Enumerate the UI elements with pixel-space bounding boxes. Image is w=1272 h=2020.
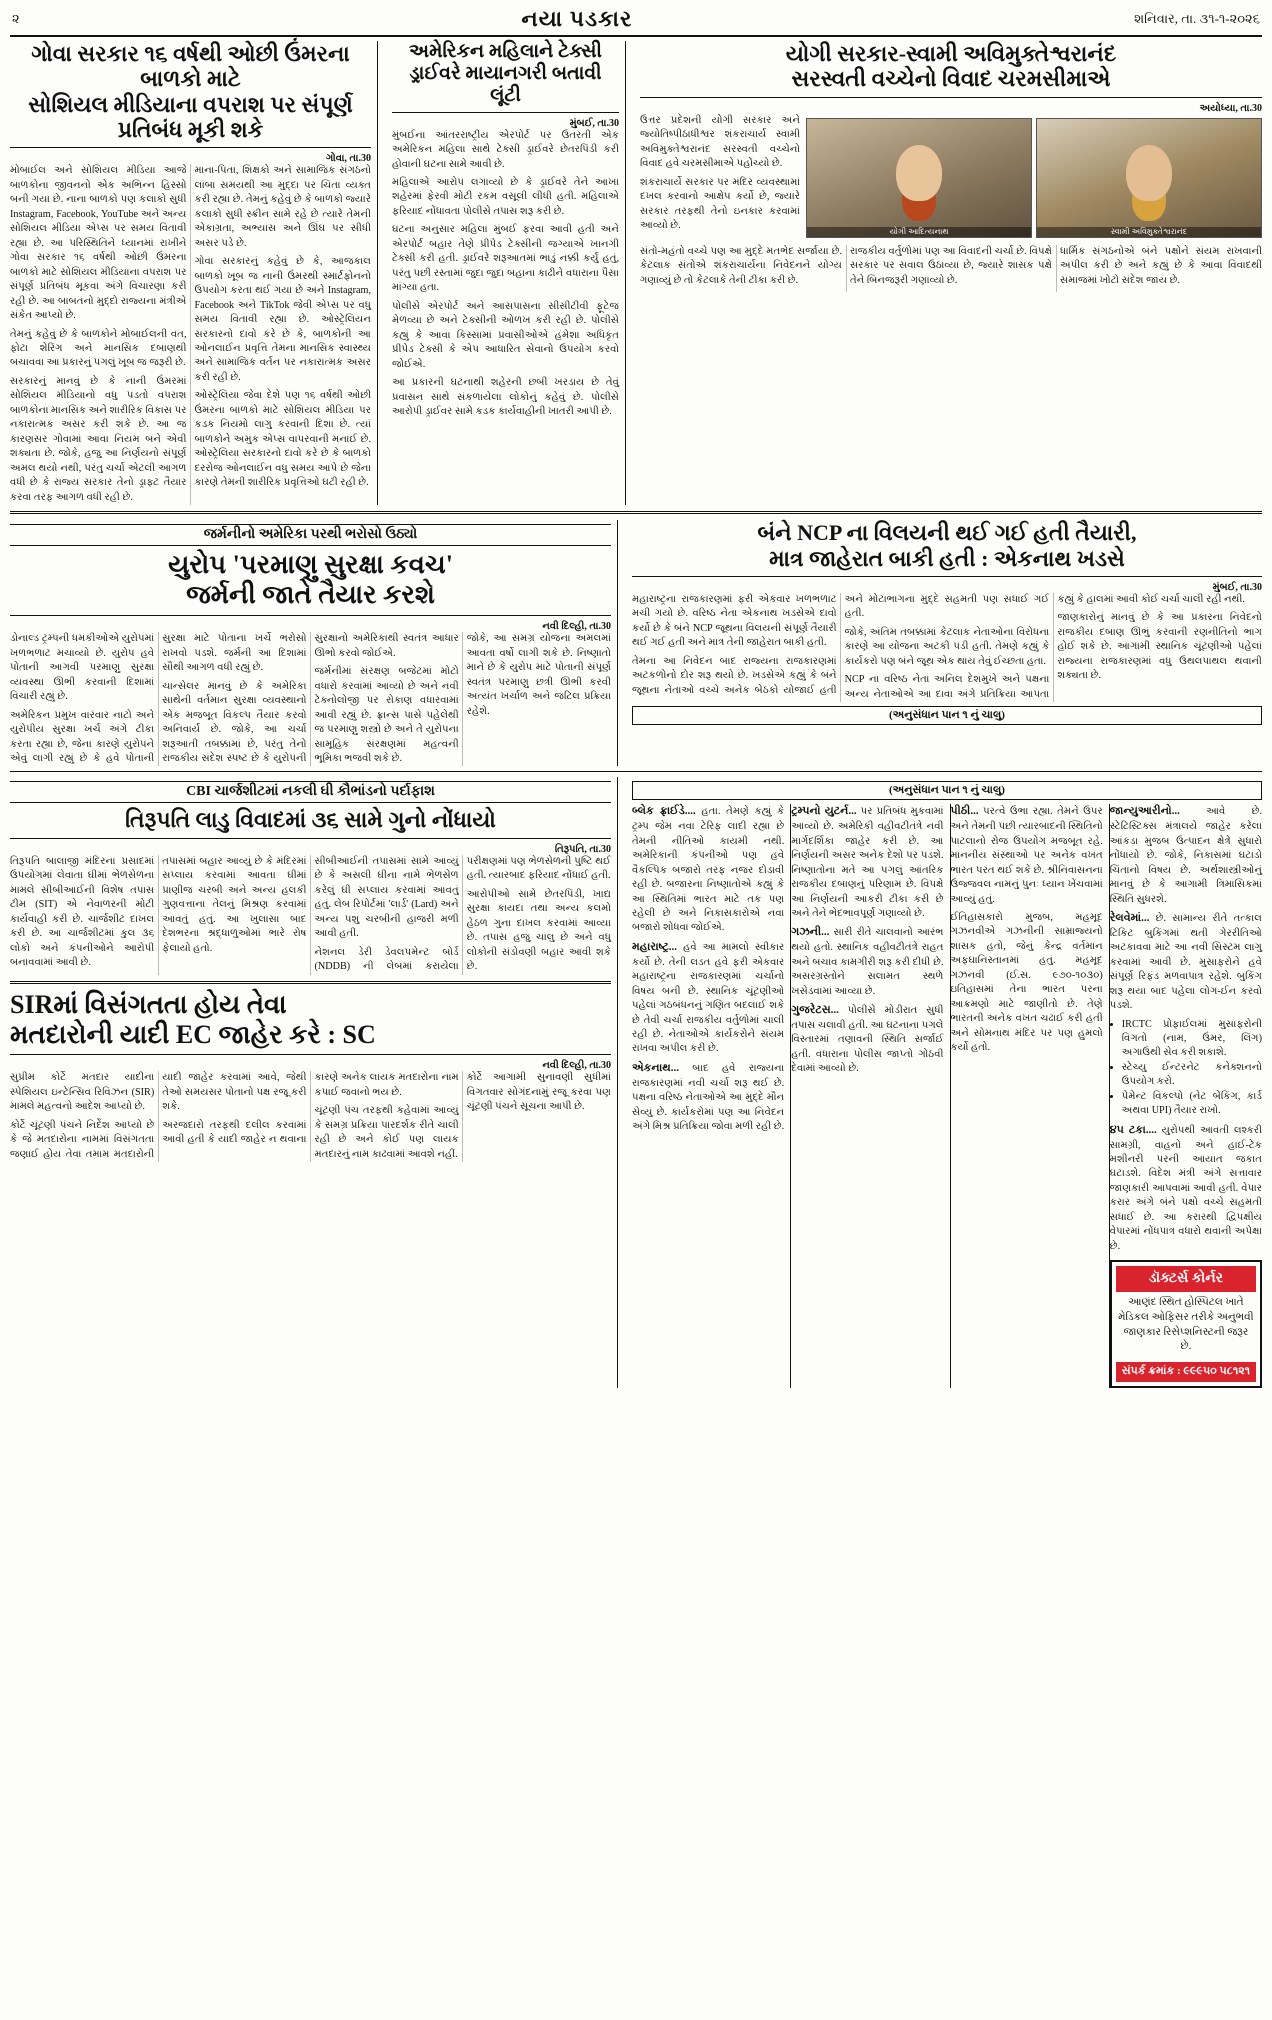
jump-text: પોલીસે મોડીરાત સુધી તપાસ ચલાવી હતી. આ ઘટનાના પગલે વિસ્તારમાં તણાવની સ્થિતિ સર્જાઈ હતી. વધારાના પોલીસ જાપ્તો ગોઠવી દેવામાં આવ્યો છે.: [791, 1005, 944, 1075]
article-body: [10, 632, 611, 766]
jump-item: [791, 804, 943, 921]
jump-continuation: [626, 777, 1262, 1387]
paragraph: જોકે, આ સમગ્ર યોજના અમલમાં આવતા વર્ષો લાગી શકે છે. નિષ્ણાતો માને છે કે યુરોપ માટે પોતાની સંપૂર્ણ સ્વતંત્ર પરમાણુ છત્રી ઊભી કરવી અત્યંત ખર્ચાળ અને જટિલ પ્રક્રિયા રહેશે.: [466, 633, 611, 717]
jump-item: [632, 804, 784, 935]
paragraph: જોકે, અંતિમ તબક્કામાં કેટલાક નેતાઓના વિરોધના કારણે આ યોજના અટકી પડી હતી. તેમણે કહ્યું કે કાર્યકરો પણ બંને જૂથ એક થાય તેવું ઈચ્છતા હતા.: [844, 626, 1050, 667]
ad-title: ડૉક્ટર્સ કોર્નર: [1116, 1266, 1256, 1292]
jump-text: છે. સામાન્ય રીતે તત્કાલ ટિકિટ બુકિંગમાં થતી ગેરરીતિઓ અટકાવવા માટે આ નવી સિસ્ટમ લાગુ કરવામાં આવી છે. મુસાફરોને હવે સંપૂર્ણ રિફંડ મળવાપાત્ર રહેશે. બુકિંગ શરૂ થયા બાદ પહેલા લોગ-ઈન કરવો પડશે.: [1109, 912, 1262, 1012]
headline-line-1: યુરોપ 'પરમાણુ સુરક્ષા કવચ': [168, 550, 453, 580]
article-body: [10, 1071, 611, 1162]
paragraph: તિરૂપતિ બાલાજી મંદિરના પ્રસાદમાં ઉપયોગમાં લેવાતા ઘીમાં ભેળસેળના મામલે સીબીઆઈની વિશેષ તપાસ ટીમ (SIT) એ નેવાળરની મોટી કાર્યવાહી કરી છે. ચાર્જશીટ દાખલ કરી છે. આ ચાર્જશીટમાં કુલ ૩૬ લોકો અને કંપનીઓને આરોપી બનાવવામાં આવી છે.: [10, 855, 155, 969]
headline-line-2: સરસ્વતી વચ્ચેનો વિવાદ ચરમસીમાએ: [791, 66, 1111, 92]
page-number: ૨: [12, 11, 20, 26]
paragraph: અરજદારો તરફથી દલીલ કરવામાં આવી હતી કે યાદી જાહેર ન થવાના કારણે અનેક લાયક મતદારોના નામ કપાઈ જવાનો ભય છે.: [162, 1072, 459, 1146]
paragraph: ધાર્મિક સંગઠનોએ બંને પક્ષોને સંયમ રાખવાની અપીલ કરી છે અને કહ્યું છે કે આવા વિવાદથી સમાજમાં ખોટો સંદેશ જાય છે.: [1060, 245, 1262, 286]
paragraph: ઉત્તર પ્રદેશની યોગી સરકાર અને જ્યોતિષ્પીઠાધીશ્વર શંકરાચાર્ય સ્વામી અવિમુક્તેશ્વરાનંદ સરસ્વતી વચ્ચેનો વિવાદ હવે ચરમસીમાએ પહોંચ્યો છે.: [640, 114, 800, 170]
paragraph: સુપ્રીમ કોર્ટે મતદાર યાદીના સ્પેશિયલ ઇન્ટેન્સિવ રિવિઝન (SIR) મામલે મહત્વનો આદેશ આપ્યો છે.: [10, 1072, 155, 1113]
jump-head: જાન્યુઆરીનો...: [1109, 805, 1180, 818]
jump-head: ૪૫ ટકા....: [1109, 1123, 1157, 1136]
jump-text: ઈતિહાસકારો મુજબ, મહમૂદ ગઝનવીએ ગઝનીની સામ્રાજ્યનો શાસક હતો, જેનું કેન્દ્ર વર્તમાન અફઘાનિસ્તાનમાં હતું. મહમૂદ ગઝનવી (ઈ.સ. ૯૭૦-૧૦૩૦) ઇતિહાસમાં તેના ભારત પરના આક્રમણો માટે જાણીતો છે. તેણે ભારતની અનેક વખત ચઢાઈ કરી હતી અને સોમનાથ મંદિર પર પણ હુમલો કર્યો હતો.: [950, 911, 1103, 1054]
paragraph: મહારાષ્ટ્રના રાજકારણમાં ફરી એકવાર ખળભળાટ મચી ગયો છે. વરિષ્ઠ નેતા એકનાથ ખડસેએ દાવો કર્યો છે કે બંને NCP જૂથના વિલયની સંપૂર્ણ તૈયારી થઈ ગઈ હતી અને માત્ર તેની જાહેરાત બાકી હતી.: [632, 593, 837, 649]
paragraph: ઘટના અનુસાર મહિલા મુંબઈ ફરવા આવી હતી અને એરપોર્ટ બહાર તેણે પ્રીપેડ ટેક્સીની જગ્યાએ ખાનગી ટેક્સી કરી હતી. ડ્રાઈવરે શરૂઆતમાં ભાડું નક્કી કર્યું હતું, પરંતુ પછી રસ્તામાં જુદા જુદા બહાના કાઢીને વધારાના પૈસા માંગ્યા હતા.: [392, 224, 619, 294]
paragraph: જર્મનીમાં સંરક્ષણ બજેટમાં મોટો વધારો કરવામાં આવ્યો છે અને નવી ટેક્નોલોજી પર રોકાણ વધારવામાં આવી રહ્યું છે. ફ્રાન્સ પાસે પહેલેથી જ પરમાણુ શસ્ત્રો છે અને તે યુરોપના સામૂહિક સંરક્ષણમાં મહત્વની ભૂમિકા ભજવી શકે છે.: [314, 666, 459, 764]
jump-bullets: [1122, 1018, 1262, 1119]
paper-title: નયા પડકાર: [521, 6, 633, 31]
jump-title: (અનુસંધાન પાન ૧ નું ચાલુ): [632, 781, 1262, 800]
jump-item: [1110, 1123, 1262, 1254]
photo-caption: યોગી આદિત્યનાથ: [807, 227, 1031, 237]
jump-item: [791, 1003, 943, 1077]
paragraph: માના-પિતા, શિક્ષકો અને સામાજિક સંગઠનો લાંબા સમયથી આ મુદ્દા પર ચિંતા વ્યક્ત કરી રહ્યા છે. તેમનું કહેવું છે કે બાળકો જ્યારે કલાકો સુધી સ્ક્રીન સામે રહે છે ત્યારે તેમની એકાગ્રતા, અભ્યાસ અને ઊંઘ પર સીધી અસર પડે છે.: [194, 165, 371, 249]
article-tirupati-laddu: [10, 781, 611, 974]
paragraph: સંતો-મહંતો વચ્ચે પણ આ મુદ્દે મતભેદ સર્જાયા છે. કેટલાક સંતોએ શંકરાચાર્યના નિવેદનને યોગ્ય ગણાવ્યું છે તો કેટલાકે તેની ટીકા કરી છે.: [640, 245, 842, 286]
headline-line-1: અમેરિકન મહિલાને ટેક્સી: [409, 41, 602, 62]
headline-line-2: ડ્રાઈવરે માયાનગરી બતાવી લૂંટી: [409, 62, 602, 106]
jump-head: મહારાષ્ટ્ર...: [632, 940, 678, 953]
headline-line-1: બંને NCP ના વિલયની થઈ ગઈ હતી તૈયારી,: [757, 520, 1137, 546]
masthead: [10, 6, 1262, 37]
paragraph: ગોવા સરકારનું કહેવું છે કે, આજકાલ બાળકો ખૂબ જ નાની ઉંમરથી સ્માર્ટફોનનો ઉપયોગ કરતા થઈ ગયા છે અને Instagram, Facebook અને TikTok જેવી એપ્સ પર વધુ સમય વિતાવી રહ્યા છે. ઓસ્ટ્રેલિયન સરકારનો દાવો કરે છે કે, બાળકોની આ ઓનલાઈન પ્રવૃત્તિ તેમના માનસિક સ્વાસ્થ્ય અને સામાજિક વર્તન પર નકારાત્મક અસર કરી રહી છે.: [194, 256, 371, 383]
paragraph: તેમના આ નિવેદન બાદ રાજ્યના રાજકારણમાં અટકળોનો દોર શરૂ થયો છે. ખડસેએ કહ્યું કે બંને જૂથના નેતાઓ વચ્ચે અનેક બેઠકો યોજાઈ હતી અને મોટાભાગના મુદ્દે સહમતી પણ સધાઈ ગઈ હતી.: [632, 593, 1050, 696]
paragraph: તપાસમાં બહાર આવ્યું છે કે મંદિરમાં સપ્લાય કરવામાં આવતા ઘીમાં પ્રાણીજ ચરબી અને અન્ય હલકી ગુણવત્તાના તેલનું મિશ્રણ કરવામાં આવતું હતું. આ ખુલાસા બાદ દેશભરના શ્રદ્ધાળુઓમાં ભારે રોષ ફેલાયો હતો.: [162, 855, 307, 954]
jump-item: [1110, 911, 1262, 1014]
headline-line-2: માત્ર જાહેરાત બાકી હતી : એકનાથ ખડસે: [769, 545, 1125, 571]
doctors-corner-ad: [1110, 1260, 1262, 1387]
lower-left-column: [10, 777, 618, 1387]
portrait-shape: [896, 145, 942, 201]
jump-text: પર પ્રતિબંધ મુકવામાં આવ્યો છે. અમેરિકી વહીવટીતંત્રે નવી માર્ગદર્શિકા જાહેર કરી છે. આ નિર્ણયની અસર અનેક દેશો પર પડશે. નિષ્ણાતોના મતે આ પગલું આંતરિક રાજકીય દબાણનું પરિણામ છે. વિપક્ષે આ નિર્ણયની આકરી ટીકા કરી છે અને તેને ભેદભાવપૂર્ણ ગણાવ્યો છે.: [791, 806, 944, 919]
photo-yogi-adityanath: [806, 118, 1032, 238]
headline-line-2: સોશિયલ મીડિયાના વપરાશ પર સંપૂર્ણ પ્રતિબંધ મૂકી શકે: [28, 91, 353, 142]
headline: તિરૂપતિ લાડુ વિવાદમાં ૩૬ સામે ગુનો નોંધાયો: [125, 807, 496, 833]
lower-band: [10, 777, 1262, 1387]
article-body: [392, 129, 619, 420]
headline-line-2: જર્મની જાતે તૈયાર કરશે: [186, 580, 435, 610]
paragraph: મુંબઈના આંતરરાષ્ટ્રીય એરપોર્ટ પર ઉતરતી એક અમેરિકન મહિલા સાથે ટેક્સી ડ્રાઈવરે છેતરપિંડી કરી હોવાની ઘટના સામે આવી છે.: [392, 129, 619, 170]
paragraph: ઓસ્ટ્રેલિયા જેવા દેશે પણ ૧૬ વર્ષથી ઓછી ઉંમરના બાળકો માટે સોશિયલ મીડિયા પર કડક નિયમો લાગુ કરવાની દિશા છે. ત્યાં બાળકોને અમુક એપ્સ વાપરવાની મનાઈ છે. ઓસ્ટ્રેલિયા સરકારનો દાવો કરે છે કે બાળકો દરરોજ ઓનલાઈન વધુ સમય આપે છે જેના કારણે તેમની શારીરિક પ્રવૃત્તિઓ ઘટી રહી છે.: [194, 390, 371, 489]
dateline: નવી દિલ્હી, તા.30: [542, 1060, 611, 1072]
jump-item: [951, 804, 1103, 907]
paragraph: મોબાઈલ અને સોશિયલ મીડિયા આજે બાળકોના જીવનનો એક અભિન્ન હિસ્સો બની ગયા છે. નાના બાળકો પણ કલાકો સુધી Instagram, Facebook, YouTube અને અન્ય સોશિયલ મીડિયા એપ્સ પર સમય વિતાવી રહ્યા છે. આ પરિસ્થિતિને ધ્યાનમાં રાખીને ગોવા સરકાર ૧૬ વર્ષથી ઓછી ઉંમરના બાળકો માટે સોશિયલ મીડિયાના વપરાશ પર સંપૂર્ણ પ્રતિબંધ મૂકવા અંગે વિચારણા કરી રહી છે. આ બાબતનો મુદ્દો રાજ્યના મંત્રીએ સંકેત આપ્યો છે.: [10, 165, 187, 322]
article-ncp-merger: [626, 520, 1262, 766]
dateline: મુંબઈ, તા.30: [569, 117, 619, 129]
paragraph: કોર્ટે ચૂંટણી પંચને નિર્દેશ આપ્યો છે કે જે મતદારોના નામમાં વિસંગતતા જણાઈ હોય તેવા તમામ મતદારોની યાદી જાહેર કરવામાં આવે, જેથી તેઓ સમયસર પોતાનો પક્ષ રજૂ કરી શકે.: [10, 1072, 307, 1160]
paragraph: રાજકીય વર્તુળોમાં પણ આ વિવાદની ચર્ચા છે. વિપક્ષે સરકાર પર સવાલ ઉઠાવ્યા છે, જ્યારે શાસક પક્ષે તેને બિનજરૂરી ગણાવ્યો છે.: [850, 245, 1052, 286]
paragraph: કોર્ટે આગામી સુનાવણી સુધીમાં વિગતવાર સોગંદનામું રજૂ કરવા પણ ચૂંટણી પંચને સૂચના આપી છે.: [466, 1072, 611, 1113]
article-body: [632, 593, 1262, 702]
paragraph: ચૂંટણી પંચ તરફથી કહેવામાં આવ્યું કે સમગ્ર પ્રક્રિયા પારદર્શક રીતે ચાલી રહી છે અને કોઈ પણ લાયક મતદારનું નામ કાઢવામાં આવશે નહીં.: [314, 1105, 459, 1160]
jump-head: ગુજરેટસ...: [791, 1004, 839, 1017]
article-body-bottom: [640, 245, 1262, 292]
jump-item: [791, 925, 943, 999]
paragraph: NCP ના વરિષ્ઠ નેતા અનિલ દેશમુખે અને પક્ષના અન્ય નેતાઓએ આ દાવા અંગે પ્રતિક્રિયા આપતા કહ્યું કે હાલમાં આવી કોઈ ચર્ચા ચાલી રહી નથી.: [844, 593, 1245, 700]
dateline: મુંબઈ, તા.30: [1212, 581, 1262, 593]
bullet-item: • સ્ટેચ્યુ ઈન્ટરનેટ કનેક્શનનો ઉપયોગ કરો.: [1122, 1061, 1262, 1090]
paragraph: શંકરાચાર્યે સરકાર પર મંદિર વ્યવસ્થામાં દખલ કરવાનો આક્ષેપ કર્યો છે, જ્યારે સરકાર તરફથી તેનો ઇનકાર કરવામાં આવ્યો છે.: [640, 176, 800, 231]
jump-text: હતા. તેમણે કહ્યું કે ટ્રમ્પ જેમ નવા ટેરિફ લાદી રહ્યા છે તેમની નીતિઓ કાયમી નથી. અમેરિકાની કંપનીઓ પણ હવે વૈકલ્પિક બજારો તરફ નજર દોડાવી રહી છે. બજારના નિષ્ણાતોએ કહ્યું કે આ સ્થિતિમાં ભારત માટે તક પણ રહેલી છે અને નિકાસકારોએ નવા બજારો શોધવા જોઈએ.: [632, 806, 785, 934]
jump-column-b: [790, 804, 943, 1387]
paragraph: નેશનલ ડેરી ડેવલપમેન્ટ બોર્ડ (NDDB) ની લેબમાં કરાયેલા પરીક્ષણમાં પણ ભેળસેળની પુષ્ટિ થઈ હતી. ત્યારબાદ ફરિયાદ નોંધાઈ હતી.: [314, 855, 611, 973]
paragraph: પોલીસે એરપોર્ટ અને આસપાસના સીસીટીવી ફૂટેજ મેળવ્યા છે અને ટેક્સીની ઓળખ કરી રહી છે. પોલીસે કહ્યું કે આવા કિસ્સામાં પ્રવાસીઓએ હંમેશા અધિકૃત પ્રીપેડ ટેક્સી કે એપ આધારિત સેવાનો ઉપયોગ કરવો જોઈએ.: [392, 300, 619, 370]
jump-column-d: [1109, 804, 1262, 1387]
kicker: જર્મનીનો અમેરિકા પરથી ભરોસો ઉઠ્યો: [10, 524, 611, 546]
paragraph: સરકારનું માનવું છે કે નાની ઉંમરમાં સોશિયલ મીડિયાનો વધુ પડતો વપરાશ બાળકોના માનસિક અને શારીરિક વિકાસ પર નકારાત્મક અસર કરી શકે છે. આ જ કારણસર ગોવામાં આવા નિયમ બને એવી શક્યતા છે. જોકે, હજુ આ નિર્ણયનો સંપૂર્ણ અમલ થયો નથી, પરંતુ ચર્ચા એટલી આગળ વધી છે કે રાજ્ય સરકાર તેનો ડ્રાફ્ટ તૈયાર કરવા તરફ આગળ વધી રહી છે.: [10, 375, 187, 503]
dateline: ગોવા, તા.30: [325, 153, 371, 165]
jump-item: [632, 940, 784, 1057]
paragraph: જાણકારોનું માનવું છે કે આ પ્રકારના નિવેદનો રાજકીય દબાણ ઊભું કરવાની રણનીતિનો ભાગ હોઈ શકે છે. આગામી સ્થાનિક ચૂંટણીઓ પહેલાં રાજ્યના રાજકારણમાં વધુ ઉથલપાથલ થવાની શક્યતા છે.: [1057, 612, 1262, 682]
jump-column-c: [950, 804, 1103, 1387]
article-yogi-shankaracharya: [634, 41, 1262, 505]
jump-head: પીઠી...: [950, 805, 979, 818]
headline-line-1: SIRમાં વિસંગતતા હોય તેવા: [10, 989, 287, 1019]
article-sir-voter-list: [10, 990, 611, 1163]
paragraph: ચાન્સેલર માનવું છે કે અમેરિકા સાથેની વર્તમાન સુરક્ષા વ્યવસ્થાનો એક મજબૂત વિકલ્પ તૈયાર કરવો અનિવાર્ય છે. જોકે, આ ચર્ચા શરૂઆતી તબક્કામાં છે, પરંતુ તેનો રાજકીય સંદેશ સ્પષ્ટ છે કે યુરોપની સુરક્ષાનો અમેરિકાથી સ્વતંત્ર આધાર ઊભો કરવો જોઈએ.: [162, 633, 459, 764]
photo-caption: સ્વામી અવિમુક્તેશ્વરાનંદ: [1037, 227, 1261, 237]
jump-head: એકનાથ...: [632, 1061, 679, 1074]
jump-text: આવે છે. સ્ટેટિસ્ટિક્સ મંત્રાલયે જાહેર કરેલા આંકડા મુજબ ઉત્પાદન ક્ષેત્રે સુધારો નોંધાયો છે. જોકે, નિકાસમાં ઘટાડો ચિંતાનો વિષય છે. અર્થશાસ્ત્રીઓનું માનવું છે કે આગામી ત્રિમાસિકમાં સ્થિતિ સુધરશે.: [1109, 806, 1262, 905]
continued-note: (અનુસંધાન પાન ૧ નું ચાલુ): [632, 706, 1262, 725]
article-goa-social-media: [10, 41, 378, 505]
issue-date: શનિવાર, તા. ૩૧-૧-૨૦૨૬: [1134, 11, 1260, 26]
jump-text: યુરોપથી આવતી લશ્કરી સામગ્રી, વાહનો અને હાઈ-ટેક મશીનરી પરની આયાત જકાત ઘટાડશે. વિદેશ મંત્રી અંગે સત્તાવાર જાણકારી આપવામાં આવી હતી. વેપાર કરાર અંગે બંને પક્ષો વચ્ચે સહમતી સધાઈ છે. આ કરારથી દ્વિપક્ષીય વેપારમાં નોંધપાત્ર વધારો થવાની અપેક્ષા છે.: [1109, 1124, 1262, 1252]
paragraph: અમેરિકન પ્રમુખ વારંવાર નાટો અને યુરોપીય સુરક્ષા ખર્ચ અંગે ટીકા કરતા રહ્યા છે, જેના કારણે યુરોપને એવું લાગી રહ્યું છે કે હવે પોતાની સુરક્ષા માટે પોતાના ખર્ચે ભરોસો રાખવો પડશે. જર્મની આ દિશામાં સૌથી આગળ વધી રહ્યું છે.: [10, 633, 307, 764]
headline-line-1: ગોવા સરકાર ૧૬ વર્ષથી ઓછી ઉંમરના બાળકો માટે: [31, 41, 350, 92]
mid-band: [10, 520, 1262, 766]
paragraph: આરોપીઓ સામે છેતરપિંડી, ખાદ્ય સુરક્ષા કાયદા તથા અન્ય કલમો હેઠળ ગુના દાખલ કરવામાં આવ્યા છે. તપાસ હજુ ચાલુ છે અને વધુ લોકોની સંડોવણી બહાર આવી શકે છે.: [466, 888, 611, 973]
portrait-shape: [1126, 145, 1172, 201]
paragraph: સીબીઆઈની તપાસમાં સામે આવ્યું છે કે અસલી ઘીના નામે ભેળસેળ કરેલું ઘી સપ્લાય કરવામાં આવતું હતું. લેબ રિપોર્ટમાં 'લાર્ડ' (Lard) અને અન્ય પશુ ચરબીની હાજરી મળી આવી હતી.: [314, 855, 459, 940]
dateline: નવી દિલ્હી, તા.30: [542, 621, 611, 633]
article-taxi-robbery: [386, 41, 626, 505]
jump-item: [632, 1061, 784, 1135]
dateline: તિરૂપતિ, તા.30: [554, 843, 611, 855]
bullet-item: • પેમેન્ટ વિકલ્પો (નેટ બેંકિંગ, કાર્ડ અથવા UPI) તૈયાર રાખો.: [1122, 1090, 1262, 1119]
jump-text: બાદ હવે રાજ્યના રાજકારણમાં નવી ચર્ચા શરૂ થઈ છે. પક્ષના વરિષ્ઠ નેતાઓએ આ મુદ્દે મૌન સેવ્યું છે. કાર્યકરોમાં પણ આ નિવેદન અંગે મિશ્ર પ્રતિક્રિયા જોવા મળી રહી છે.: [632, 1062, 785, 1133]
photo-pair: [806, 118, 1262, 238]
jump-head: રેલવેમાં...: [1109, 911, 1150, 924]
jump-item: [951, 911, 1103, 1056]
headline-line-2: મતદારોની યાદી EC જાહેર કરે : SC: [10, 1019, 376, 1049]
jump-head: બ્લેક ફ્રાઈડે....: [632, 805, 696, 818]
ad-contact: સંપર્ક ક્રમાંક : ૯૯૯૫૦ ૫૮૧૨૧: [1116, 1362, 1256, 1382]
jump-text: હવે આ મામલો સ્વીકાર કર્યો છે. તેની લડત હવે ફરી એકવાર મહારાષ્ટ્રના રાજકારણમાં ચર્ચાનો વિષય બની છે. સ્થાનિક ચૂંટણીઓ પહેલાં ગઠબંધનનું ગણિત બદલાઈ શકે છે તેવી ચર્ચા રાજકીય વર્તુળોમાં ચાલી રહી છે. નેતાઓએ કાર્યકરોને સંયમ રાખવા અપીલ કરી છે.: [632, 941, 785, 1055]
ad-body: આણંદ સ્થિત હોસ્પિટલ ખાતે મેડિકલ ઓફિસર તરીકે અનુભવી જાણકાર રિસેપ્શનિસ્ટની જરૂર છે.: [1118, 1297, 1254, 1353]
paragraph: મહિલાએ આરોપ લગાવ્યો છે કે ડ્રાઈવરે તેને આખા શહેરમાં ફેરવી મોટી રકમ વસૂલી લીધી હતી. મહિલાએ ફરિયાદ નોંધાવતા પોલીસે તપાસ શરૂ કરી છે.: [392, 176, 619, 217]
bullet-item: • IRCTC પ્રોફાઈલમાં મુસાફરોની વિગતો (નામ, ઉંમર, લિંગ) અગાઉથી સેવ કરી શકાશે.: [1122, 1018, 1262, 1061]
article-body-left: [640, 114, 800, 242]
top-band: [10, 41, 1262, 505]
paragraph: આ પ્રકારની ઘટનાથી શહેરની છબી ખરડાય છે તેવું પ્રવાસન સાથે સંકળાયેલા લોકોનું કહેવું છે. પોલીસે આરોપી ડ્રાઈવર સામે કડક કાર્યવાહીની ખાતરી આપી છે.: [392, 377, 619, 418]
headline-line-1: યોગી સરકાર-સ્વામી અવિમુક્તેશ્વરાનંદ: [785, 41, 1117, 66]
jump-head: ટ્રમ્પનો યુટર્ન...: [791, 805, 857, 818]
jump-head: ગઝની...: [791, 926, 830, 939]
dateline: અયોધ્યા, તા.30: [1199, 102, 1262, 114]
article-body: [10, 164, 371, 505]
jump-item: [1110, 804, 1262, 907]
paragraph: તેમનું કહેવું છે કે બાળકોને મોબાઈલની વત, ફોટા શેરિંગ અને માનસિક દબાણથી બચાવવા આ પ્રકારનું પગલું ખૂબ જ જરૂરી છે.: [10, 328, 187, 369]
article-europe-nuclear: [10, 520, 618, 766]
photo-avimukteshwaranand: [1036, 118, 1262, 238]
jump-text: સારી રીતે ચાલવાનો આરંભ થયો હતો. સ્થાનિક વહીવટીતંત્રે રાહત અને બચાવ કામગીરી શરૂ કરી દીધી છે. અસરગ્રસ્તોને સલામત સ્થળે ખસેડવામાં આવ્યા છે.: [791, 927, 944, 997]
paragraph: ડોનાલ્ડ ટ્રમ્પની ધમકીઓએ યુરોપમાં ખળભળાટ મચાવ્યો છે. યુરોપ હવે પોતાની આગવી પરમાણુ સુરક્ષા વ્યવસ્થા ઊભી કરવાની દિશામાં વિચારી રહ્યું છે.: [10, 633, 155, 703]
jump-text: પરત્વે ઉભા રહ્યા. તેમને ઉપર અને તેમની પછી ત્યારબાદની સ્થિતિનો પાટલાનો રોજ ઉપયોગ મજબૂત રહે. માનનીય સંસ્થાઓ પર અનેક વખત ભારત પરત થઈ શકે છે. શ્રીનિવાસનના ઉજ્જવલ નામનું પુનઃ ધ્યાન ખેંચવામાં આવ્યું હતું.: [950, 806, 1103, 905]
jump-column-a: [632, 804, 784, 1387]
kicker: CBI ચાર્જશીટમાં નકલી ઘી કૌભાંડનો પર્દાફાશ: [10, 781, 611, 803]
article-body: [10, 855, 611, 975]
